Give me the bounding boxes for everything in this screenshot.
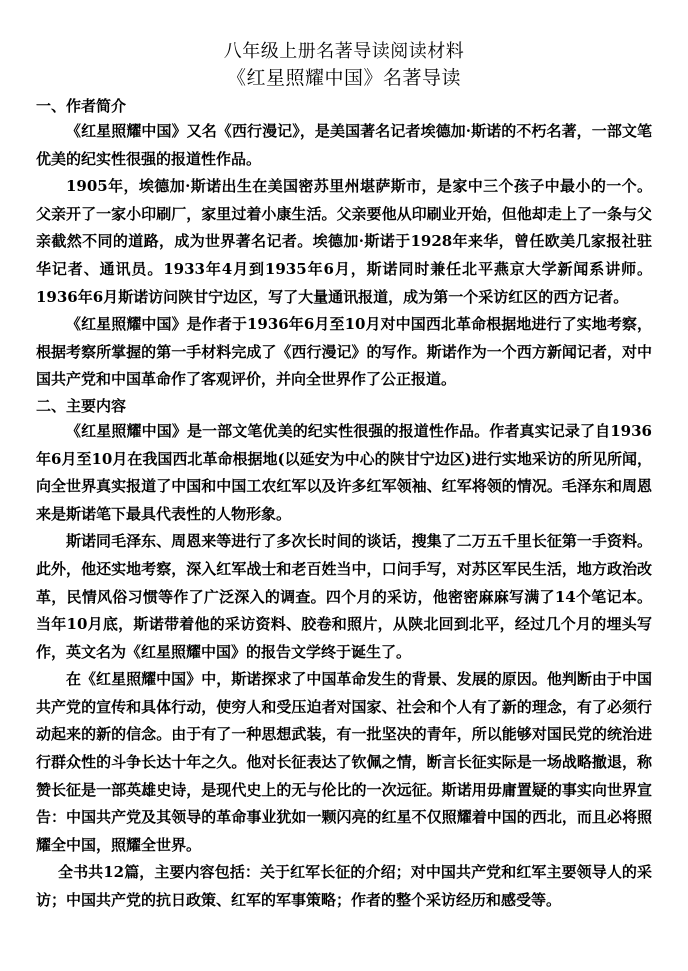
- paragraph: 在《红星照耀中国》中，斯诺探求了中国革命发生的背景、发展的原因。他判断由于中国共产党的宣传和具体行动，使穷人和受压迫者对国家、社会和个人有了新的理念，有了必须行动起来的新的信念。由于有了一种思想武装，有一批坚决的青年，所以能够对国民党的统治进行群众性的斗争长达十年之久。他对长征表达了钦佩之情，断言长征实际是一场战略撤退，称赞长征是一部英雄史诗，是现代史上的无与伦比的一次远征。斯诺用毋庸置疑的事实向世界宣告：中国共产党及其领导的革命事业犹如一颗闪亮的红星不仅照耀着中国的西北，而且必将照耀全中国，照耀全世界。: [36, 670, 652, 854]
- paragraph: 1905年，埃德加·斯诺出生在美国密苏里州堪萨斯市，是家中三个孩子中最小的一个。父亲开了一家小印刷厂，家里过着小康生活。父亲要他从印刷业开始，但他却走上了一条与父亲截然不同的道路，成为世界著名记者。埃德加·斯诺于1928年来华，曾任欧美几家报社驻华记者、通讯员。1933年4月到1935年6月，斯诺同时兼任北平燕京大学新闻系讲师。1936年6月斯诺访问陕甘宁边区，写了大量通讯报道，成为第一个采访红区的西方记者。: [36, 177, 652, 306]
- paragraph: 《红星照耀中国》又名《西行漫记》，是美国著名记者埃德加·斯诺的不朽名著，一部文笔优美的纪实性很强的报道性作品。: [36, 122, 652, 168]
- document-subtitle: 《红星照耀中国》名著导读: [226, 67, 461, 89]
- paragraph: 全书共12篇，主要内容包括：关于红军长征的介绍；对中国共产党和红军主要领导人的采访；中国共产党的抗日政策、红军的军事策略；作者的整个采访经历和感受等。: [36, 863, 652, 910]
- section-heading-content: 二、主要内容: [36, 396, 127, 415]
- paragraph: 斯诺同毛泽东、周恩来等进行了多次长时间的谈话，搜集了二万五千里长征第一手资料。此外，他还实地考察，深入红军战士和老百姓当中，口问手写，对苏区军民生活，地方政治改革，民情风俗习惯等作了广泛深入的调查。四个月的采访，他密密麻麻写满了14个笔记本。当年10月底，斯诺带着他的采访资料、胶卷和照片，从陕北回到北平，经过几个月的埋头写作，英文名为《红星照耀中国》的报告文学终于诞生了。: [36, 532, 652, 661]
- section-heading-author: 一、作者简介: [36, 97, 127, 115]
- paragraph: 《红星照耀中国》是作者于1936年6月至10月对中国西北革命根据地进行了实地考察，根据考察所掌握的第一手材料完成了《西行漫记》的写作。斯诺作为一个西方新闻记者，对中国共产党和中国革命作了客观评价，并向全世界作了公正报道。: [36, 315, 652, 389]
- paragraph: 《红星照耀中国》是一部文笔优美的纪实性很强的报道性作品。作者真实记录了自1936年6月至10月在我国西北革命根据地(以延安为中心的陕甘宁边区)进行实地采访的所见所闻，向全世界真实报道了中国和中国工农红军以及许多红军领袖、红军将领的情况。毛泽东和周恩来是斯诺笔下最具代表性的人物形象。: [36, 421, 652, 523]
- document-title: 八年级上册名著导读阅读材料: [223, 41, 465, 62]
